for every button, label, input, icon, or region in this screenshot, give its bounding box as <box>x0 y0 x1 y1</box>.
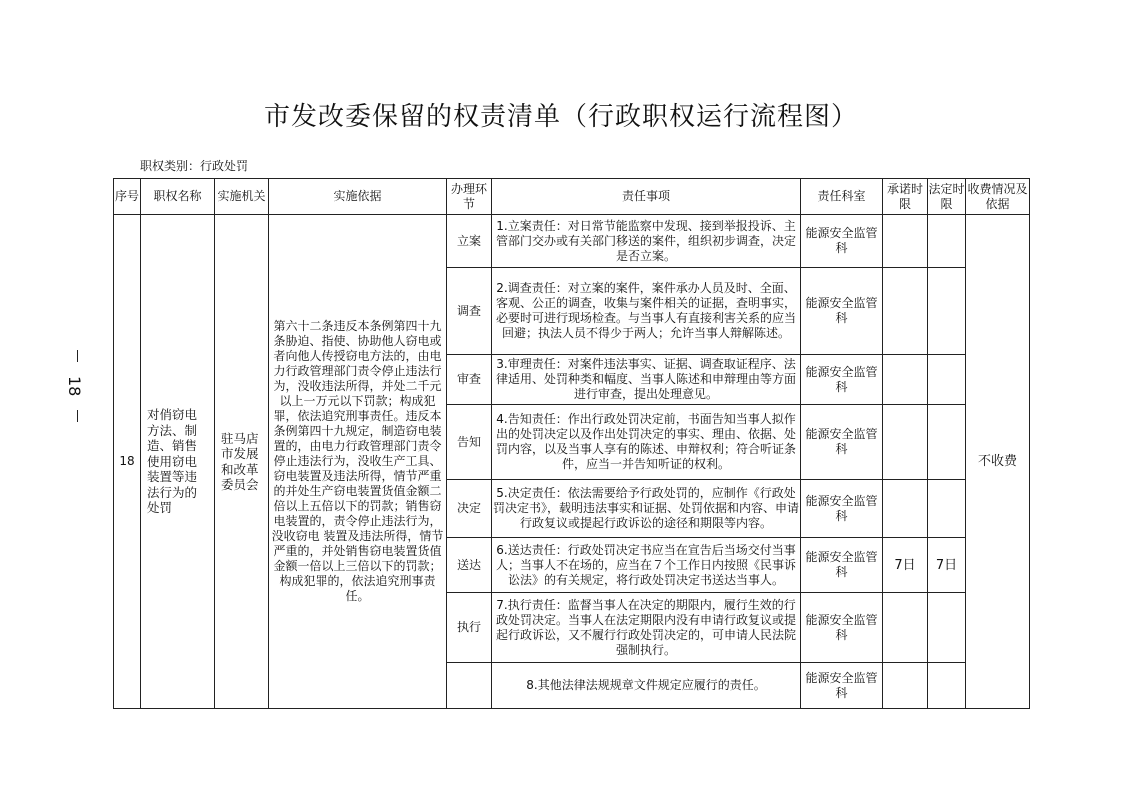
header-promised: 承诺时限 <box>883 179 928 215</box>
cell-authority-name <box>141 215 215 709</box>
header-duty: 责任事项 <box>492 179 801 215</box>
cell-dept: 能源安全监管科 <box>801 215 883 268</box>
cell-legal <box>928 663 966 709</box>
cell-stage: 决定 <box>447 480 492 538</box>
cell-promised <box>883 663 928 709</box>
cell-stage: 告知 <box>447 405 492 480</box>
cell-stage: 立案 <box>447 215 492 268</box>
agency-text: 驻马店市发展和改革委员会 <box>221 430 259 492</box>
authority-table <box>113 178 1030 709</box>
header-stage: 办理环节 <box>447 179 492 215</box>
header-name: 职权名称 <box>141 179 215 215</box>
cell-duty: 7.执行责任：监督当事人在决定的期限内，履行生效的行政处罚决定。当事人在法定期限内没有申请行政复议或提起行政诉讼，又不履行行政处罚决定的，可申请人民法院强制执行。 <box>492 593 801 663</box>
cell-promised <box>883 355 928 405</box>
cell-promised <box>883 405 928 480</box>
cell-promised <box>883 593 928 663</box>
cell-seq: 18 <box>114 215 141 709</box>
cell-basis: 第六十二条违反本条例第四十九条胁迫、指使、协助他人窃电或者向他人传授窃电方法的，由电力行政管理部门责令停止违法行为，没收违法所得，并处二千元以上一万元以下罚款；构成犯罪，依法追究刑事责任。违反本条例第四十九规定，制造窃电装置的，由电力行政管理部门责令停止违法行为，没收生产工具、窃电装置及违法所得，情节严重的并处生产窃电装置货值金额二倍以上五倍以下的罚款；销售窃电装置的，责令停止违法行为，没收窃电 装置及违法所得，情节严重的，并处销售窃电装置货值金额一倍以上三倍以下的罚款；构成犯罪的，依法追究刑事责任。 <box>269 215 447 709</box>
cell-promised: 7日 <box>883 538 928 593</box>
page-dash-bottom <box>77 410 78 422</box>
cell-dept: 能源安全监管科 <box>801 663 883 709</box>
page-number: 18 <box>65 376 84 397</box>
cell-duty: 4.告知责任：作出行政处罚决定前，书面告知当事人拟作出的处罚决定以及作出处罚决定的事实、理由、依据、处罚内容，以及当事人享有的陈述、申辩权利；符合听证条件，应当一并告知听证的权利。 <box>492 405 801 480</box>
cell-agency <box>215 215 269 709</box>
header-legal: 法定时限 <box>928 179 966 215</box>
page-dash-top <box>77 350 78 362</box>
cell-promised <box>883 215 928 268</box>
cell-legal <box>928 405 966 480</box>
cell-stage: 执行 <box>447 593 492 663</box>
cell-legal <box>928 355 966 405</box>
cell-dept: 能源安全监管科 <box>801 405 883 480</box>
header-fee: 收费情况及依据 <box>966 179 1030 215</box>
cell-legal <box>928 215 966 268</box>
category-label: 职权类别：行政处罚 <box>140 159 249 173</box>
cell-legal <box>928 480 966 538</box>
cell-legal <box>928 593 966 663</box>
cell-stage: 调查 <box>447 268 492 355</box>
header-basis: 实施依据 <box>269 179 447 215</box>
cell-dept: 能源安全监管科 <box>801 480 883 538</box>
cell-stage <box>447 663 492 709</box>
cell-dept: 能源安全监管科 <box>801 355 883 405</box>
cell-duty: 3.审理责任：对案件违法事实、证据、调查取证程序、法律适用、处罚种类和幅度、当事人陈述和申辩理由等方面进行审查，提出处理意见。 <box>492 355 801 405</box>
cell-stage: 审查 <box>447 355 492 405</box>
header-agency: 实施机关 <box>215 179 269 215</box>
cell-dept: 能源安全监管科 <box>801 593 883 663</box>
header-dept: 责任科室 <box>801 179 883 215</box>
header-row <box>114 179 1030 215</box>
page-title: 市发改委保留的权责清单（行政职权运行流程图） <box>263 102 858 132</box>
page-number-marker <box>66 350 88 422</box>
table-row <box>114 215 1030 268</box>
cell-legal <box>928 268 966 355</box>
cell-duty: 1.立案责任：对日常节能监察中发现、接到举报投诉、主管部门交办或有关部门移送的案件，组织初步调查，决定是否立案。 <box>492 215 801 268</box>
authority-name-text: 对俏窃电方法、制造、销售使用窃电装置等违法行为的处罚 <box>147 407 198 516</box>
cell-dept: 能源安全监管科 <box>801 538 883 593</box>
cell-stage: 送达 <box>447 538 492 593</box>
cell-legal: 7日 <box>928 538 966 593</box>
cell-duty: 2.调查责任：对立案的案件，案件承办人员及时、全面、客观、公正的调查，收集与案件相关的证据，查明事实，必要时可进行现场检查。与当事人有直接利害关系的应当回避；执法人员不得少于两人；允许当事人辩解陈述。 <box>492 268 801 355</box>
cell-promised <box>883 268 928 355</box>
cell-promised <box>883 480 928 538</box>
cell-duty: 5.决定责任：依法需要给予行政处罚的，应制作《行政处罚决定书》，载明违法事实和证据、处罚依据和内容、申请行政复议或提起行政诉讼的途径和期限等内容。 <box>492 480 801 538</box>
cell-duty: 8.其他法律法规规章文件规定应履行的责任。 <box>492 663 801 709</box>
cell-dept: 能源安全监管科 <box>801 268 883 355</box>
cell-fee: 不收费 <box>966 215 1030 709</box>
cell-duty: 6.送达责任：行政处罚决定书应当在宣告后当场交付当事人；当事人不在场的，应当在７个工作日内按照《民事诉讼法》的有关规定，将行政处罚决定书送达当事人。 <box>492 538 801 593</box>
header-seq: 序号 <box>114 179 141 215</box>
